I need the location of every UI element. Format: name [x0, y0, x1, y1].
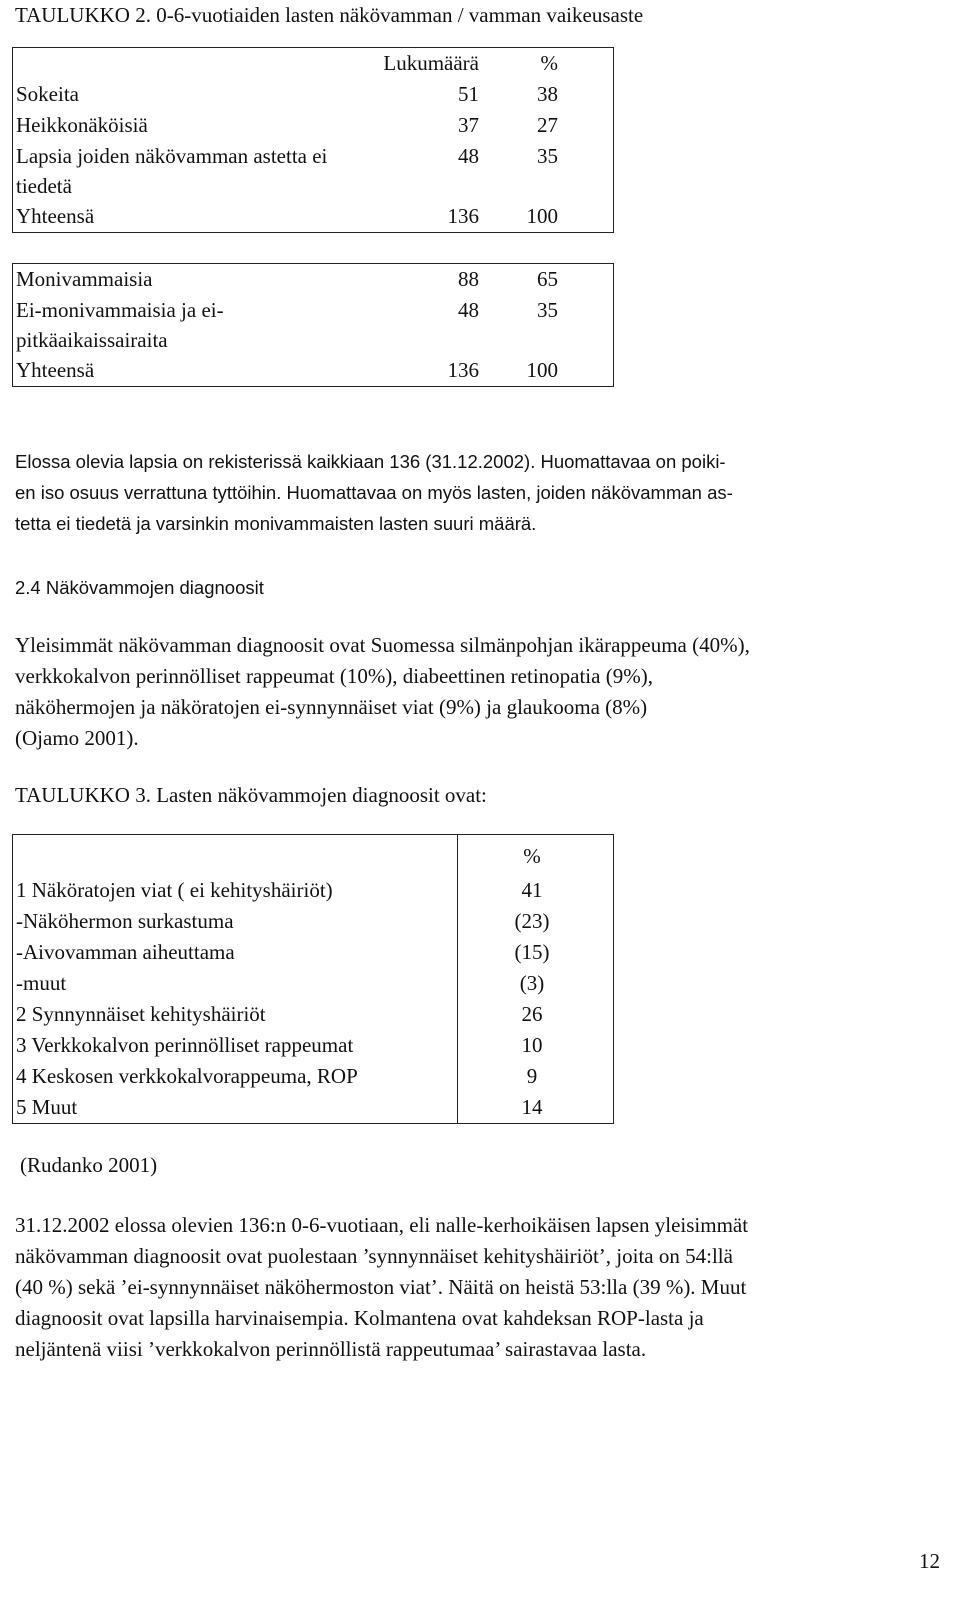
paragraph-nalle-club: [15, 1210, 950, 1365]
row-label: Yhteensä: [13, 201, 337, 233]
table-row: [13, 110, 614, 141]
row-percent: 35: [514, 295, 614, 355]
table-total-row: [13, 355, 614, 387]
row-percent: 100: [514, 201, 614, 233]
header-cell-label: [13, 48, 337, 80]
row-count: 88: [336, 264, 514, 296]
paragraph-line: näkövamman diagnoosit ovat puolestaan ’synnynnäiset kehityshäiriöt’, joita on 54:llä: [15, 1244, 733, 1268]
section-heading: 2.4 Näkövammojen diagnoosit: [15, 577, 264, 598]
row-label: -muut: [13, 968, 458, 999]
paragraph-registry: [15, 446, 950, 539]
row-label: Monivammaisia: [13, 264, 337, 296]
row-label: -Näköhermon surkastuma: [13, 906, 458, 937]
paragraph-line: näköhermojen ja näköratojen ei-synnynnäiset viat (9%) ja glaukooma (8%): [15, 695, 648, 719]
table-row: [13, 295, 614, 355]
row-percent: 100: [514, 355, 614, 387]
header-cell-percent: %: [458, 835, 614, 876]
table3-source: (Rudanko 2001): [20, 1153, 158, 1177]
row-label: Sokeita: [13, 79, 337, 110]
table-row: [13, 264, 614, 296]
table2-block1: [12, 47, 614, 233]
table-total-row: [13, 201, 614, 233]
row-count: 48: [458, 144, 479, 168]
table-header-row: [13, 835, 614, 876]
row-value: 14: [458, 1092, 614, 1124]
row-label: Heikkonäköisiä: [13, 110, 337, 141]
row-label: 1 Näköratojen viat ( ei kehityshäiriöt): [13, 875, 458, 906]
row-count: 136: [336, 355, 514, 387]
header-cell-count: Lukumäärä: [336, 48, 514, 80]
row-count: 136: [336, 201, 514, 233]
row-label: Yhteensä: [13, 355, 337, 387]
row-label: 3 Verkkokalvon perinnölliset rappeumat: [13, 1030, 458, 1061]
paragraph-diagnoses: [15, 630, 950, 754]
table-row: [13, 1092, 614, 1124]
row-percent: 65: [514, 264, 614, 296]
table-row: [13, 141, 614, 201]
table2-caption: TAULUKKO 2. 0-6-vuotiaiden lasten näkövamman / vamman vaikeusaste: [15, 3, 644, 27]
table-row: [13, 937, 614, 968]
row-value: 9: [458, 1061, 614, 1092]
row-count: 37: [458, 113, 479, 137]
row-label: 4 Keskosen verkkokalvorappeuma, ROP: [13, 1061, 458, 1092]
table-row: [13, 875, 614, 906]
row-value: 41: [458, 875, 614, 906]
row-value: (23): [458, 906, 614, 937]
table3-caption: TAULUKKO 3. Lasten näkövammojen diagnoosit ovat:: [15, 783, 487, 807]
table-row: [13, 1030, 614, 1061]
paragraph-line: en iso osuus verrattuna tyttöihin. Huomattavaa on myös lasten, joiden näkövamman as-: [15, 482, 733, 503]
table3: [12, 834, 614, 1124]
row-percent: 38: [514, 79, 614, 110]
table-row: [13, 968, 614, 999]
paragraph-line: tetta ei tiedetä ja varsinkin monivammaisten lasten suuri määrä.: [15, 513, 537, 534]
row-label: -Aivovamman aiheuttama: [13, 937, 458, 968]
table2-block2: [12, 263, 614, 387]
page-number: 12: [919, 1549, 940, 1573]
row-value: 10: [458, 1030, 614, 1061]
row-label: 2 Synnynnäiset kehityshäiriöt: [13, 999, 458, 1030]
row-label: 5 Muut: [13, 1092, 458, 1124]
row-value: (15): [458, 937, 614, 968]
row-percent: 35: [514, 141, 614, 201]
header-cell-label: [13, 835, 458, 876]
paragraph-line: verkkokalvon perinnölliset rappeumat (10%), diabeettinen retinopatia (9%),: [15, 664, 653, 688]
row-percent: 27: [514, 110, 614, 141]
row-count: 48: [458, 298, 479, 322]
table-row: [13, 79, 614, 110]
paragraph-line: Elossa olevia lapsia on rekisterissä kaikkiaan 136 (31.12.2002). Huomattavaa on poiki-: [15, 451, 726, 472]
paragraph-line: (40 %) sekä ’ei-synnynnäiset näköhermoston viat’. Näitä on heistä 53:lla (39 %). Muut: [15, 1275, 747, 1299]
paragraph-line: Yleisimmät näkövamman diagnoosit ovat Suomessa silmänpohjan ikärappeuma (40%),: [15, 633, 750, 657]
paragraph-line: 31.12.2002 elossa olevien 136:n 0-6-vuotiaan, eli nalle-kerhoikäisen lapsen yleisimmät: [15, 1213, 749, 1237]
row-value: 26: [458, 999, 614, 1030]
paragraph-line: neljäntenä viisi ’verkkokalvon perinnöllistä rappeutumaa’ sairastavaa lasta.: [15, 1337, 647, 1361]
row-count: 51: [458, 82, 479, 106]
row-label: Lapsia joiden näkövamman astetta ei tiedetä: [13, 141, 337, 201]
table-row: [13, 906, 614, 937]
table-row: [13, 999, 614, 1030]
row-label: Ei-monivammaisia ja ei-pitkäaikaissairaita: [13, 295, 337, 355]
table-header-row: [13, 48, 614, 80]
header-cell-percent: %: [514, 48, 614, 80]
paragraph-line: diagnoosit ovat lapsilla harvinaisempia. Kolmantena ovat kahdeksan ROP-lasta ja: [15, 1306, 704, 1330]
row-value: (3): [458, 968, 614, 999]
table-row: [13, 1061, 614, 1092]
paragraph-line: (Ojamo 2001).: [15, 726, 139, 750]
